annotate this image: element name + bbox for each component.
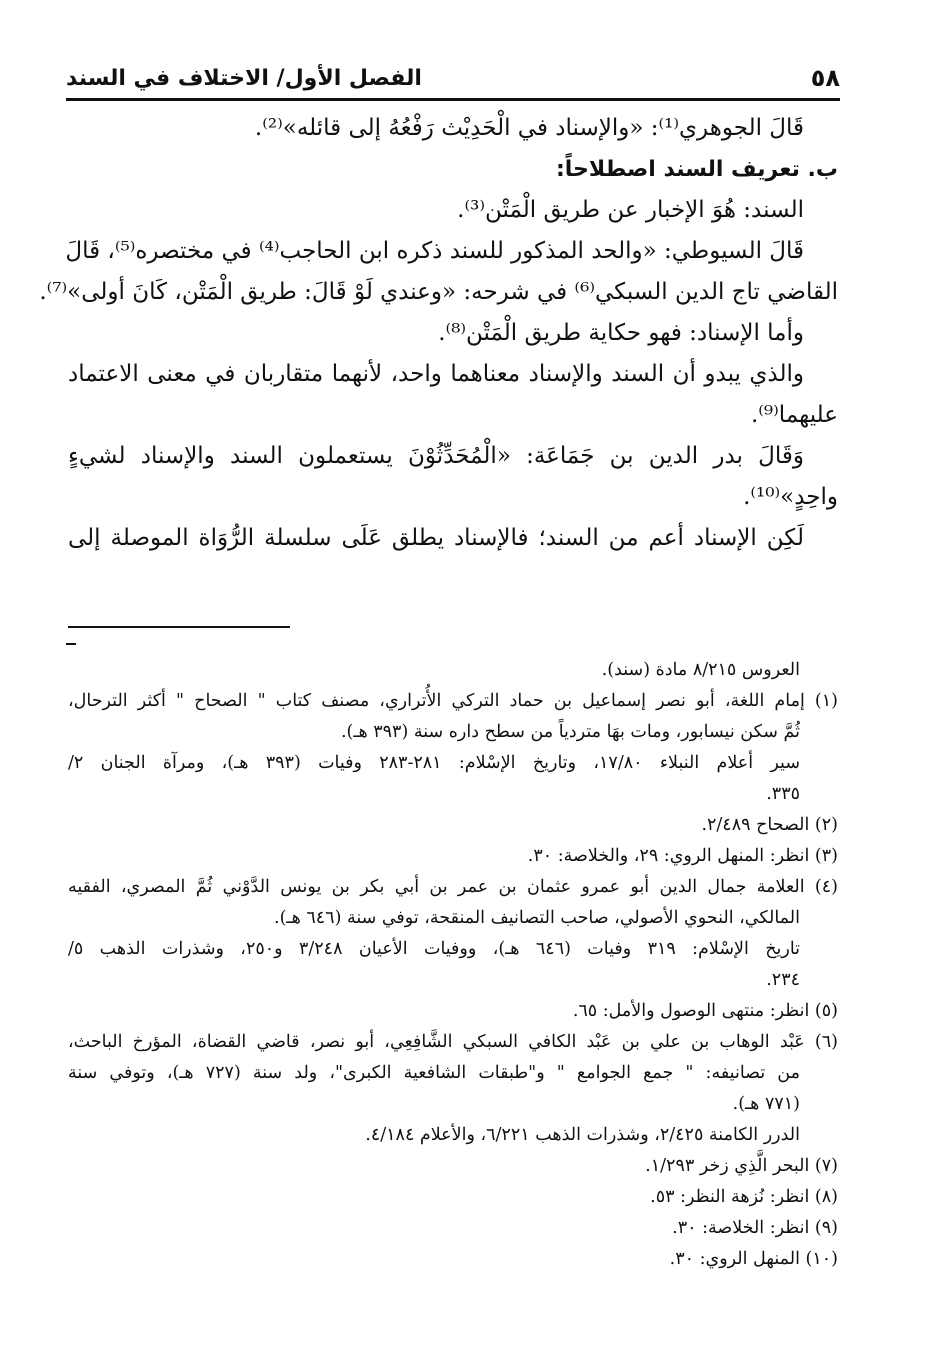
text-line: واحِدٍ»⁽¹⁰⁾. bbox=[743, 484, 838, 510]
footnote-line: (٤) العلامة جمال الدين أبو عمرو عثمان بن عمر بن أبي بكر بن يونس الدَّوْني ثُمَّ المصري، الفقيه bbox=[68, 877, 838, 897]
text-line: القاضي تاج الدين السبكي⁽⁶⁾ في شرحه: «وعندي لَوْ قَالَ: طريق الْمَتْن، كَانَ أولى»⁽⁷⁾. bbox=[39, 279, 838, 305]
text-line: قَالَ السيوطي: «والحد المذكور للسند ذكره ابن الحاجب⁽⁴⁾ في مختصره⁽⁵⁾، قَالَ bbox=[65, 238, 804, 264]
footnote-line: (٨) انظر: نُزهة النظر: ٥٣. bbox=[650, 1187, 838, 1207]
footnote-line: العروس ٨/٢١٥ مادة (سند). bbox=[601, 660, 800, 680]
footnote-separator bbox=[68, 626, 290, 628]
text-line: عليهما⁽⁹⁾. bbox=[750, 402, 838, 428]
footnote-line: (٧) البحر الَّذِي زخر ١/٢٩٣. bbox=[645, 1156, 838, 1176]
footnote-line: المالكي، النحوي الأصولي، صاحب التصانيف المنقحة، توفي سنة (٦٤٦ هـ). bbox=[274, 908, 800, 928]
footnote-line: ٢٣٤. bbox=[766, 970, 800, 990]
running-header bbox=[66, 60, 840, 96]
footnote-line: من تصانيفه: " جمع الجوامع " و"طبقات الشافعية الكبرى"، ولد سنة (٧٢٧ هـ)، وتوفي سنة bbox=[68, 1063, 800, 1083]
footnote-line: ثُمَّ سكن نيسابور، ومات بهَا متردياً من سطح داره سنة (٣٩٣ هـ). bbox=[340, 722, 800, 742]
section-heading: ب. تعريف السند اصطلاحاً: bbox=[556, 157, 838, 182]
header-rule bbox=[66, 98, 840, 101]
main-text bbox=[39, 108, 838, 559]
footnote-line: (٥) انظر: منتهى الوصول والأمل: ٦٥. bbox=[572, 1001, 838, 1021]
footnotes bbox=[68, 655, 838, 1275]
footnote-line: سير أعلام النبلاء ١٧/٨٠، وتاريخ الإسْلام: ٢٨١-٢٨٣ وفيات (٣٩٣ هـ)، ومرآة الجنان ٢/ bbox=[68, 753, 800, 773]
footnote-line: (٧٧١ هـ). bbox=[732, 1094, 800, 1114]
text-line: وأما الإسناد: فهو حكاية طريق الْمَتْن⁽⁸⁾. bbox=[438, 320, 804, 346]
text-line: والذي يبدو أن السند والإسناد معناهما واحد، لأنهما متقاربان في معنى الاعتماد bbox=[68, 361, 804, 387]
footnote-line: تاريخ الإسْلام: ٣١٩ وفيات (٦٤٦ هـ)، ووفيات الأعيان ٣/٢٤٨ و٢٥٠، وشذرات الذهب ٥/ bbox=[68, 939, 801, 959]
footnote-line: (٦) عَبْد الوهاب بن علي بن عَبْد الكافي السبكي الشَّافِعِي، أبو نصر، قاضي القضاة، المؤرخ الباحث، bbox=[68, 1032, 838, 1052]
footnote-dash bbox=[66, 643, 76, 645]
footnote-line: ٣٣٥. bbox=[766, 784, 800, 804]
footnote-line: (٣) انظر: المنهل الروي: ٢٩، والخلاصة: ٣٠. bbox=[527, 846, 838, 866]
footnote-line: (٢) الصحاح ٢/٤٨٩. bbox=[701, 815, 838, 835]
chapter-title: الفصل الأول/ الاختلاف في السند bbox=[66, 65, 422, 91]
footnote-line: (١) إمام اللغة، أبو نصر إسماعيل بن حماد التركي الأُتراري، مصنف كتاب " الصحاح " أكثر الترحال، bbox=[68, 691, 838, 711]
text-line: السند: هُوَ الإخبار عن طريق الْمَتْن⁽³⁾. bbox=[457, 197, 804, 223]
text-line: قَالَ الجوهري⁽¹⁾: «والإسناد في الْحَدِيْث رَفْعُهُ إلى قائله»⁽²⁾. bbox=[254, 115, 804, 141]
footnote-line: (٩) انظر: الخلاصة: ٣٠. bbox=[672, 1218, 838, 1238]
page-number: ٥٨ bbox=[810, 64, 840, 92]
footnote-line: (١٠) المنهل الروي: ٣٠. bbox=[669, 1249, 838, 1269]
text-line: لَكِن الإسناد أعم من السند؛ فالإسناد يطلق عَلَى سلسلة الرُّوَاة الموصلة إلى bbox=[68, 525, 804, 551]
text-line: وَقَالَ بدر الدين بن جَمَاعَة: «الْمُحَدِّثُوْنَ يستعملون السند والإسناد لشيءٍ bbox=[68, 443, 804, 469]
footnote-line: الدرر الكامنة ٢/٤٢٥، وشذرات الذهب ٦/٢٢١، والأعلام ٤/١٨٤. bbox=[365, 1125, 800, 1145]
